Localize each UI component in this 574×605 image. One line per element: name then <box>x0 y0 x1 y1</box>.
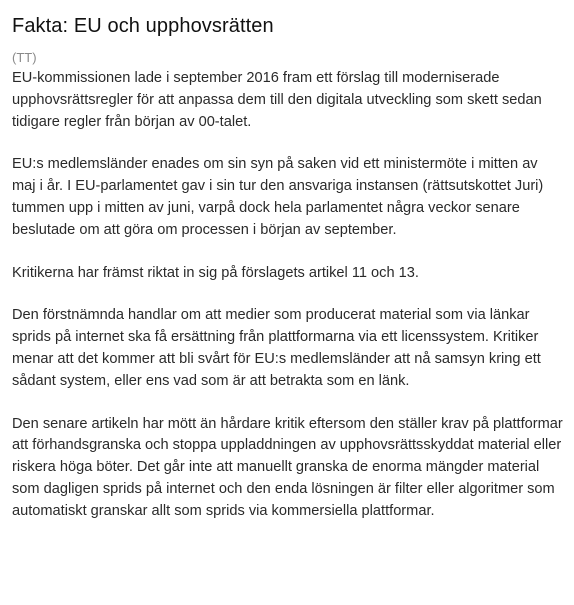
article-source: (TT) <box>12 50 37 65</box>
paragraph-intro: EU-kommissionen lade i september 2016 fram ett förslag till moderniserade upphovsrättsregler för att anpassa dem till den digitala utveckling som skett sedan tidigare regler från början av 00-talet. <box>12 70 542 130</box>
paragraph-member-states: EU:s medlemsländer enades om sin syn på saken vid ett ministermöte i mitten av maj i år. I EU-parlamentet gav i sin tur den ansvariga instansen (rättsutskottet Juri) tummen upp i mitten av juni, varpå dock hela parlamentet några veckor senare beslutade om att göra om processen i början av september. <box>12 156 544 238</box>
article-body <box>12 68 564 523</box>
paragraph-article-13: Den senare artikeln har mött än hårdare kritik eftersom den ställer krav på plattformar att förhandsgranska och stoppa uppladdningen av upphovsrättsskyddat material eller riskera höga böter. Det går inte att manuellt granska de enorma mängder material som dagligen sprids på internet och den enda lösningen är filter eller algoritmer som automatiskt granskar allt som sprids via kommersiella plattformar. <box>12 415 563 519</box>
paragraph-article-11: Den förstnämnda handlar om att medier som producerat material som via länkar sprids på internet ska få ersättning från plattformarna via ett licenssystem. Kritiker menar att det kommer att bli svårt för EU:s medlemsländer att nå samsyn kring ett sådant system, eller ens vad som är att betrakta som en länk. <box>12 307 541 389</box>
fact-box <box>12 12 564 544</box>
article-title: Fakta: EU och upphovsrätten <box>12 15 274 37</box>
paragraph-criticism: Kritikerna har främst riktat in sig på förslagets artikel 11 och 13. <box>12 264 419 281</box>
